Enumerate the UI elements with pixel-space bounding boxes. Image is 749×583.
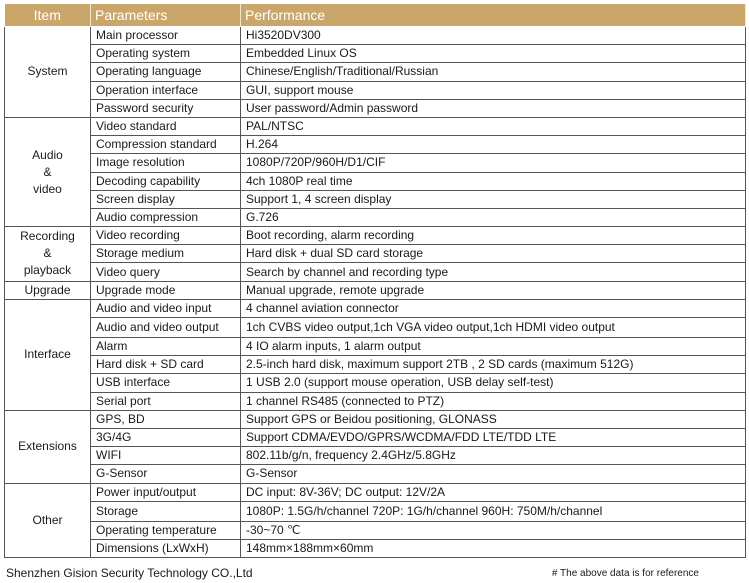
table-row [5, 245, 746, 263]
table-row [5, 136, 746, 154]
parameter-cell: Main processor [91, 27, 241, 45]
parameter-cell: G-Sensor [91, 465, 241, 483]
table-body [5, 27, 746, 558]
parameter-cell: Alarm [91, 338, 241, 356]
performance-cell: 2.5-inch hard disk, maximum support 2TB , 2 SD cards (maximum 512G) [241, 356, 746, 374]
performance-cell: Hard disk + dual SD card storage [241, 245, 746, 263]
parameter-cell: Audio and video input [91, 299, 241, 317]
parameter-cell: Operation interface [91, 81, 241, 99]
performance-cell: GUI, support mouse [241, 81, 746, 99]
table-row [5, 539, 746, 557]
group-label-line: video [33, 181, 62, 196]
performance-cell: Support GPS or Beidou positioning, GLONASS [241, 410, 746, 428]
table-row [5, 172, 746, 190]
table-row [5, 81, 746, 99]
table-row [5, 299, 746, 317]
performance-cell: 1 channel RS485 (connected to PTZ) [241, 392, 746, 410]
table-row [5, 117, 746, 135]
parameter-cell: Upgrade mode [91, 281, 241, 299]
performance-cell: PAL/NTSC [241, 117, 746, 135]
table-row [5, 263, 746, 281]
table-row [5, 447, 746, 465]
performance-cell: Support CDMA/EVDO/GPRS/WCDMA/FDD LTE/TDD LTE [241, 428, 746, 446]
table-row [5, 190, 746, 208]
table-row [5, 318, 746, 338]
performance-cell: Hi3520DV300 [241, 27, 746, 45]
header-performance: Performance [241, 4, 746, 27]
table-row [5, 227, 746, 245]
parameter-cell: Video recording [91, 227, 241, 245]
performance-cell: 1080P/720P/960H/D1/CIF [241, 154, 746, 172]
performance-cell: Support 1, 4 screen display [241, 190, 746, 208]
performance-cell: -30~70 ℃ [241, 521, 746, 539]
group-label-line: & [43, 246, 52, 261]
performance-cell: G.726 [241, 208, 746, 226]
performance-cell: Boot recording, alarm recording [241, 227, 746, 245]
group-label [5, 410, 91, 483]
parameter-cell: Image resolution [91, 154, 241, 172]
group-label-line: Extensions [18, 439, 77, 454]
footer [4, 566, 745, 582]
performance-cell: 4ch 1080P real time [241, 172, 746, 190]
table-row [5, 501, 746, 521]
group-label-line: Other [32, 512, 63, 527]
group-label [5, 117, 91, 226]
parameter-cell: Video query [91, 263, 241, 281]
table-row [5, 392, 746, 410]
header-parameters: Parameters [91, 4, 241, 27]
group-label-line: Interface [24, 347, 71, 362]
parameter-cell: Serial port [91, 392, 241, 410]
parameter-cell: Dimensions (LxWxH) [91, 539, 241, 557]
table-row [5, 27, 746, 45]
group-label-line: Upgrade [24, 282, 71, 297]
spec-sheet [4, 4, 745, 558]
parameter-cell: Operating language [91, 63, 241, 81]
parameter-cell: Power input/output [91, 483, 241, 501]
spec-table [4, 4, 746, 558]
performance-cell: H.264 [241, 136, 746, 154]
company-name: Shenzhen Gision Security Technology CO.,Ltd [6, 566, 253, 580]
parameter-cell: 3G/4G [91, 428, 241, 446]
group-label [5, 483, 91, 558]
parameter-cell: Password security [91, 99, 241, 117]
table-row [5, 338, 746, 356]
table-header-row [5, 4, 746, 27]
group-label [5, 299, 91, 410]
table-row [5, 356, 746, 374]
performance-cell: Search by channel and recording type [241, 263, 746, 281]
group-label [5, 281, 91, 299]
parameter-cell: Operating temperature [91, 521, 241, 539]
performance-cell: Embedded Linux OS [241, 45, 746, 63]
table-row [5, 410, 746, 428]
header-item: Item [5, 4, 91, 27]
performance-cell: User password/Admin password [241, 99, 746, 117]
group-label [5, 27, 91, 118]
performance-cell: 148mm×188mm×60mm [241, 539, 746, 557]
performance-cell: 802.11b/g/n, frequency 2.4GHz/5.8GHz [241, 447, 746, 465]
parameter-cell: Storage [91, 501, 241, 521]
performance-cell: G-Sensor [241, 465, 746, 483]
parameter-cell: Audio compression [91, 208, 241, 226]
performance-cell: 4 IO alarm inputs, 1 alarm output [241, 338, 746, 356]
parameter-cell: Video standard [91, 117, 241, 135]
parameter-cell: Hard disk + SD card [91, 356, 241, 374]
table-row [5, 154, 746, 172]
parameter-cell: WIFI [91, 447, 241, 465]
table-row [5, 208, 746, 226]
table-row [5, 374, 746, 392]
table-row [5, 45, 746, 63]
parameter-cell: Audio and video output [91, 318, 241, 338]
table-row [5, 63, 746, 81]
group-label-line: & [43, 164, 52, 179]
performance-cell: 4 channel aviation connector [241, 299, 746, 317]
group-label-line: Recording [20, 229, 75, 244]
table-row [5, 521, 746, 539]
parameter-cell: Decoding capability [91, 172, 241, 190]
group-label-line: System [27, 64, 68, 79]
parameter-cell: Compression standard [91, 136, 241, 154]
table-row [5, 483, 746, 501]
performance-cell: DC input: 8V-36V; DC output: 12V/2A [241, 483, 746, 501]
reference-note: # The above data is for reference [551, 568, 699, 579]
parameter-cell: USB interface [91, 374, 241, 392]
table-row [5, 465, 746, 483]
performance-cell: 1ch CVBS video output,1ch VGA video output,1ch HDMI video output [241, 318, 746, 338]
table-row [5, 428, 746, 446]
performance-cell: Manual upgrade, remote upgrade [241, 281, 746, 299]
group-label-line: Audio [32, 147, 63, 162]
parameter-cell: GPS, BD [91, 410, 241, 428]
performance-cell: Chinese/English/Traditional/Russian [241, 63, 746, 81]
table-row [5, 281, 746, 299]
table-row [5, 99, 746, 117]
performance-cell: 1 USB 2.0 (support mouse operation, USB delay self-test) [241, 374, 746, 392]
parameter-cell: Operating system [91, 45, 241, 63]
group-label-line: playback [23, 263, 72, 278]
parameter-cell: Storage medium [91, 245, 241, 263]
parameter-cell: Screen display [91, 190, 241, 208]
group-label [5, 227, 91, 282]
performance-cell: 1080P: 1.5G/h/channel 720P: 1G/h/channel 960H: 750M/h/channel [241, 501, 746, 521]
